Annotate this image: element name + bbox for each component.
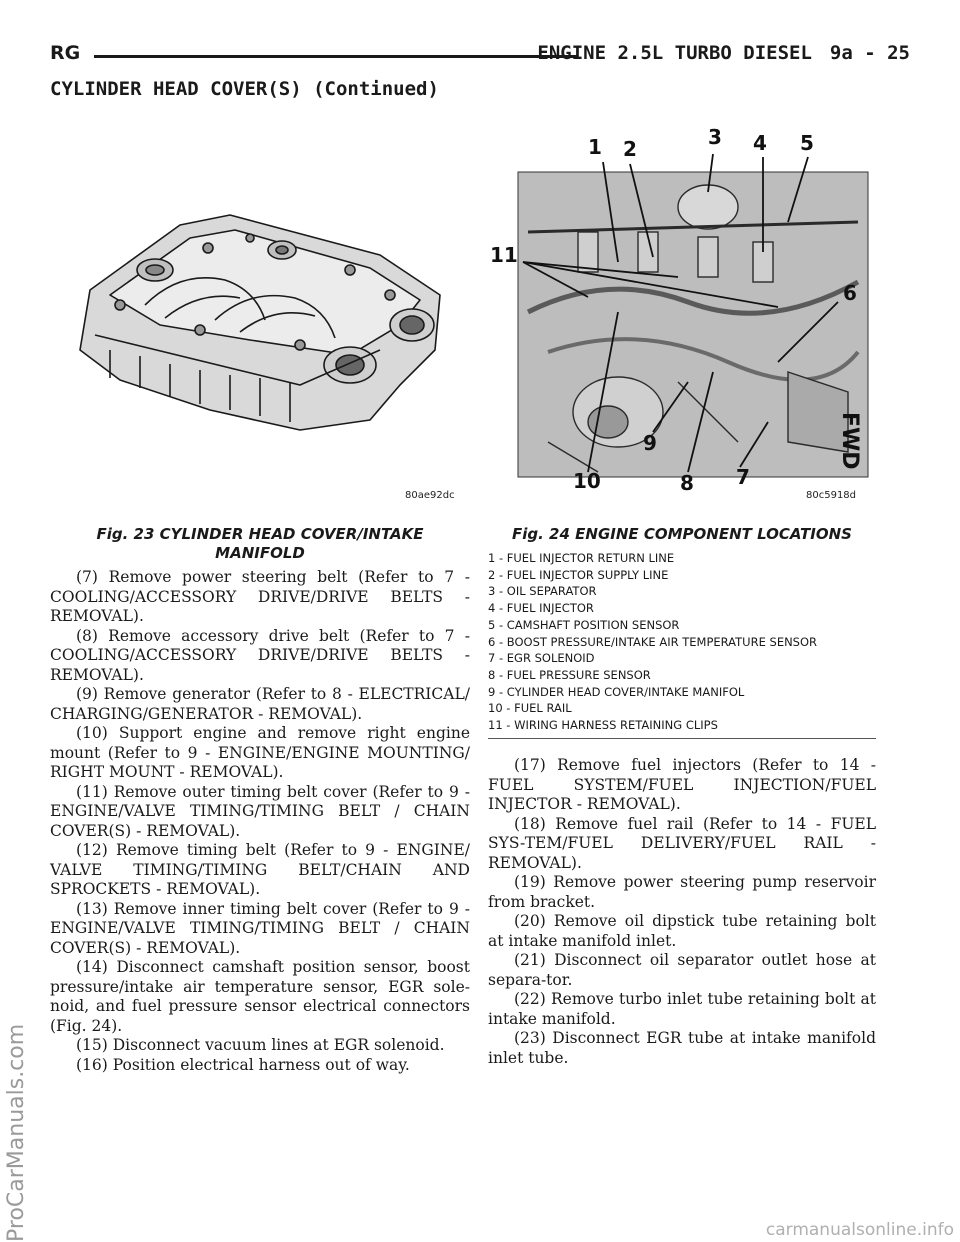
step-18: (18) Remove fuel rail (Refer to 14 - FUEL SYS-TEM/FUEL DELIVERY/FUEL RAIL - REMOVAL). bbox=[488, 814, 876, 872]
section-title: CYLINDER HEAD COVER(S) (Continued) bbox=[50, 78, 439, 100]
callout-7: 7 bbox=[736, 465, 750, 489]
step-9: (9) Remove generator (Refer to 8 - ELECTRICAL/ CHARGING/GENERATOR - REMOVAL). bbox=[50, 685, 470, 723]
header-rule bbox=[94, 55, 578, 58]
legend-item: 5 - CAMSHAFT POSITION SENSOR bbox=[488, 617, 680, 632]
fwd-label: FWD bbox=[837, 412, 862, 470]
legend-item: 7 - EGR SOLENOID bbox=[488, 651, 595, 666]
callout-10: 10 bbox=[573, 469, 601, 493]
watermark-side: ProCarManuals.com bbox=[4, 1023, 29, 1242]
left-column-steps bbox=[50, 568, 470, 1075]
step-20: (20) Remove oil dipstick tube retaining bolt at intake manifold inlet. bbox=[488, 912, 876, 950]
step-15: (15) Disconnect vacuum lines at EGR solenoid. bbox=[76, 1036, 445, 1054]
callout-2: 2 bbox=[623, 137, 637, 161]
figure-24-legend bbox=[488, 550, 876, 739]
step-11: (11) Remove outer timing belt cover (Refer to 9 - ENGINE/VALVE TIMING/TIMING BELT / CHAIN COVER(S) - REMOVAL). bbox=[50, 782, 470, 840]
figure-24 bbox=[488, 112, 876, 512]
callout-1: 1 bbox=[588, 135, 602, 159]
callout-4: 4 bbox=[753, 131, 767, 155]
callout-3: 3 bbox=[708, 125, 722, 149]
step-17: (17) Remove fuel injectors (Refer to 14 - FUEL SYSTEM/FUEL INJECTION/FUEL INJECTOR - REMOVAL). bbox=[488, 756, 876, 813]
step-8: (8) Remove accessory drive belt (Refer to 7 - COOLING/ACCESSORY DRIVE/DRIVE BELTS - REMOVAL). bbox=[50, 626, 470, 684]
legend-item: 4 - FUEL INJECTOR bbox=[488, 601, 594, 616]
header-section-code: RG bbox=[50, 42, 81, 64]
callout-5: 5 bbox=[800, 131, 814, 155]
legend-item: 6 - BOOST PRESSURE/INTAKE AIR TEMPERATURE SENSOR bbox=[488, 634, 818, 649]
figure-23-caption: Fig. 23 CYLINDER HEAD COVER/INTAKE MANIFOLD bbox=[96, 525, 424, 562]
step-22: (22) Remove turbo inlet tube retaining bolt at intake manifold. bbox=[488, 990, 876, 1028]
step-14: (14) Disconnect camshaft position sensor, boost pressure/intake air temperature sensor, EGR sole-noid, and fuel pressure sensor electrical connectors (Fig. 24). bbox=[50, 958, 470, 1035]
legend-item: 3 - OIL SEPARATOR bbox=[488, 584, 597, 599]
legend-item: 11 - WIRING HARNESS RETAINING CLIPS bbox=[488, 718, 718, 733]
legend-item: 1 - FUEL INJECTOR RETURN LINE bbox=[488, 551, 675, 565]
legend-item: 8 - FUEL PRESSURE SENSOR bbox=[488, 667, 651, 682]
step-7: (7) Remove power steering belt (Refer to 7 - COOLING/ACCESSORY DRIVE/DRIVE BELTS - REMOVAL). bbox=[50, 568, 470, 625]
figure-24-caption: Fig. 24 ENGINE COMPONENT LOCATIONS bbox=[512, 525, 852, 543]
figure-23-code: 80ae92dc bbox=[405, 490, 455, 501]
step-21: (21) Disconnect oil separator outlet hose at separa-tor. bbox=[488, 951, 876, 989]
header-title bbox=[537, 42, 910, 64]
watermark-bottom: carmanualsonline.info bbox=[765, 1220, 954, 1240]
figure-24-code: 80c5918d bbox=[806, 490, 857, 501]
step-10: (10) Support engine and remove right engine mount (Refer to 9 - ENGINE/ENGINE MOUNTING/ RIGHT MOUNT - REMOVAL). bbox=[50, 724, 470, 781]
engine-component-illustration bbox=[488, 112, 876, 512]
callout-9: 9 bbox=[643, 431, 657, 455]
header-chapter: ENGINE 2.5L TURBO DIESEL bbox=[537, 42, 812, 64]
figure-23 bbox=[50, 120, 470, 512]
legend-item: 9 - CYLINDER HEAD COVER/INTAKE MANIFOL bbox=[488, 684, 745, 699]
cylinder-head-cover-illustration bbox=[50, 120, 470, 512]
callout-8: 8 bbox=[680, 471, 694, 495]
page-number: 9a - 25 bbox=[829, 42, 910, 64]
legend-item: 10 - FUEL RAIL bbox=[488, 701, 572, 716]
step-19: (19) Remove power steering pump reservoir from bracket. bbox=[488, 873, 876, 911]
page-header bbox=[50, 42, 910, 70]
step-23: (23) Disconnect EGR tube at intake manifold inlet tube. bbox=[488, 1029, 876, 1067]
step-13: (13) Remove inner timing belt cover (Refer to 9 - ENGINE/VALVE TIMING/TIMING BELT / CHAIN COVER(S) - REMOVAL). bbox=[50, 899, 470, 957]
step-12: (12) Remove timing belt (Refer to 9 - ENGINE/ VALVE TIMING/TIMING BELT/CHAIN AND SPROCKETS - REMOVAL). bbox=[50, 841, 470, 898]
right-column-steps bbox=[488, 756, 876, 1068]
callout-6: 6 bbox=[843, 281, 857, 305]
legend-item: 2 - FUEL INJECTOR SUPPLY LINE bbox=[488, 567, 669, 582]
step-16: (16) Position electrical harness out of way. bbox=[76, 1055, 410, 1074]
callout-11: 11 bbox=[490, 243, 518, 267]
